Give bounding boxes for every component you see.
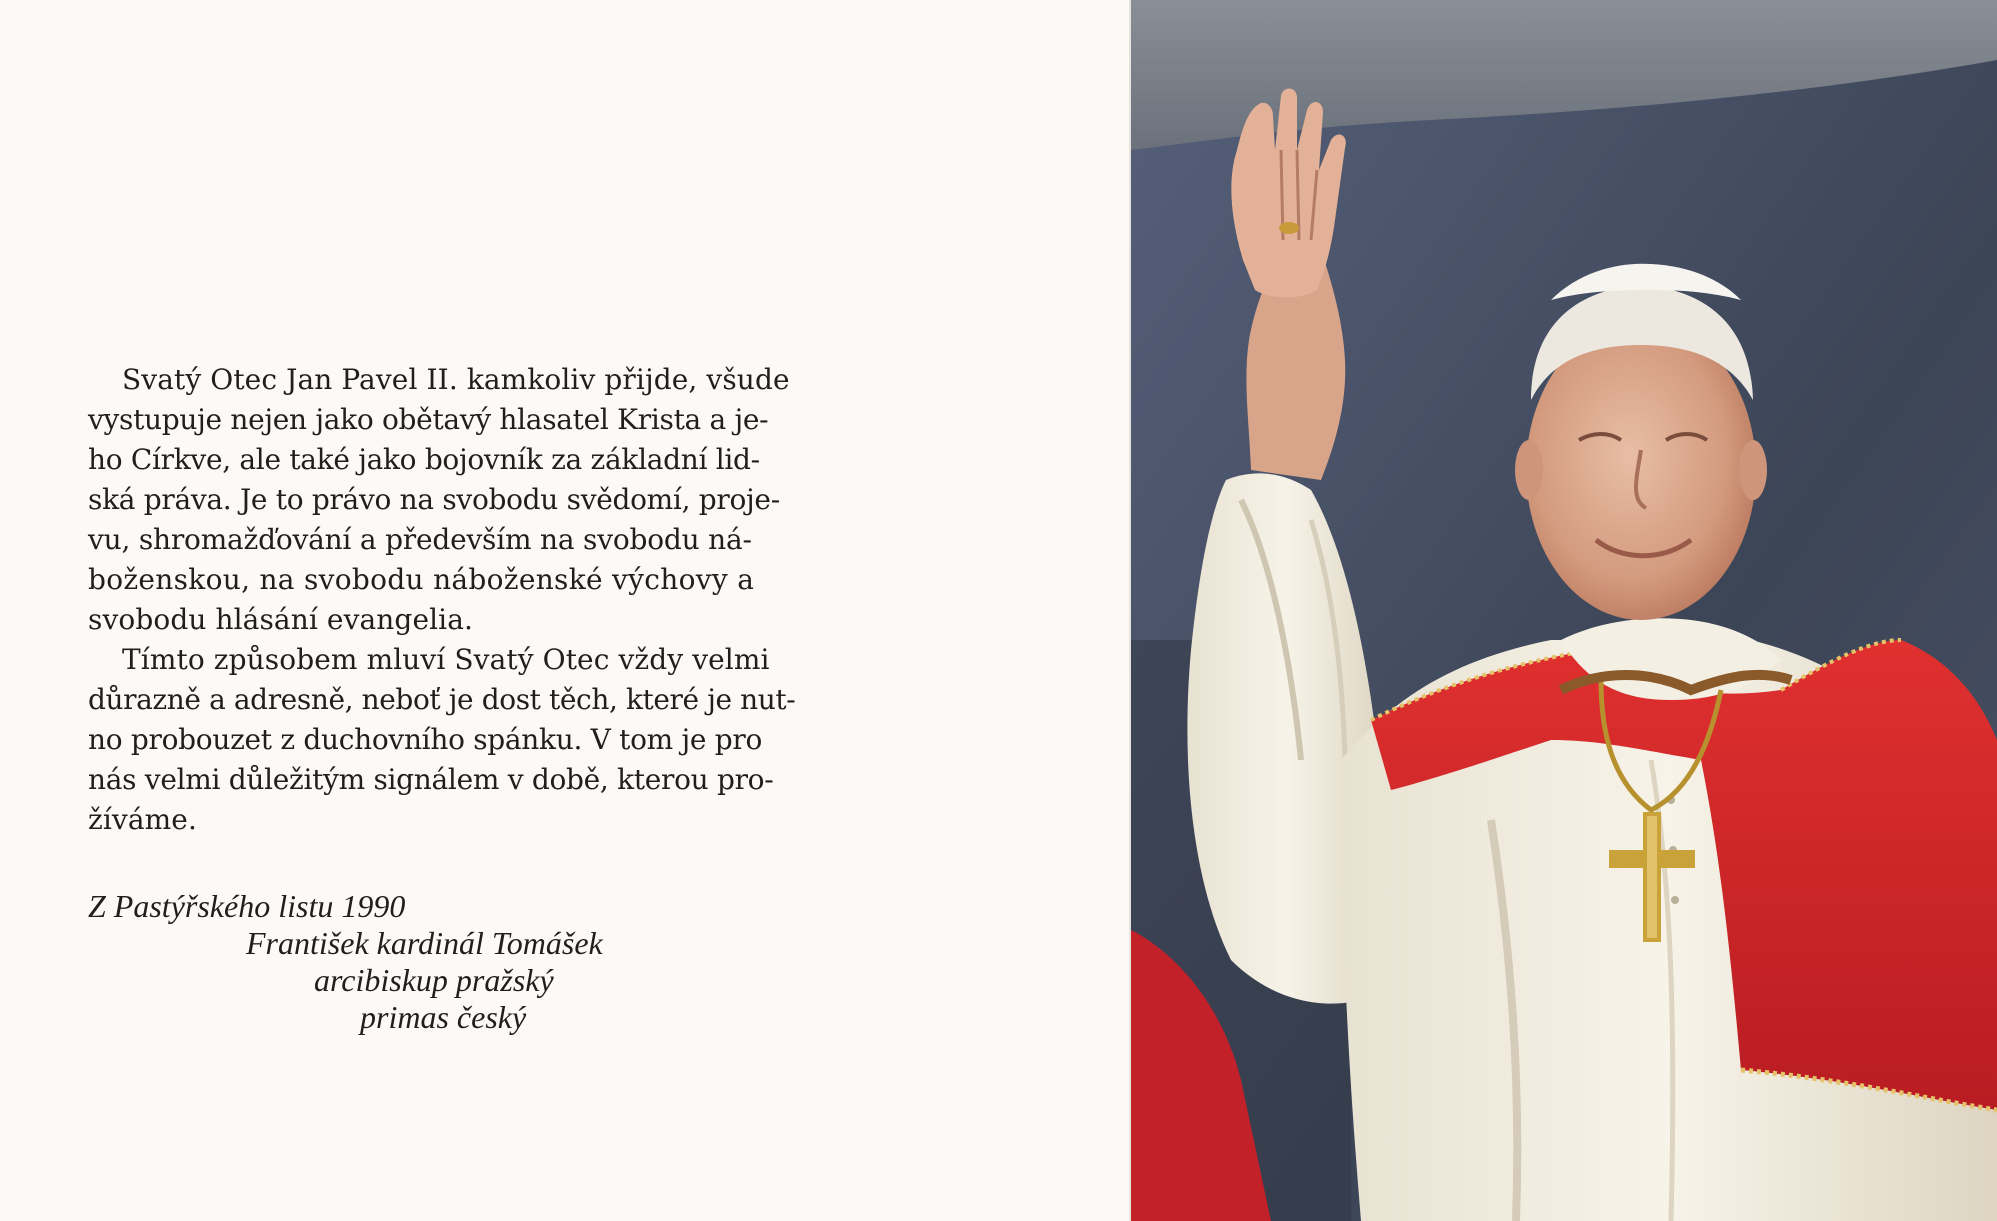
- text-line: žíváme.: [88, 803, 197, 836]
- portrait-illustration: [1131, 0, 1997, 1221]
- paragraph-1: [88, 360, 848, 640]
- ring-icon: [1279, 222, 1299, 234]
- ear: [1515, 440, 1543, 500]
- text-line: nás velmi důležitým signálem v době, kterou pro-: [88, 763, 774, 796]
- text-line: ská práva. Je to právo na svobodu svědomí, proje-: [88, 483, 780, 516]
- text-line: Tímto způsobem mluví Svatý Otec vždy velmi: [122, 643, 770, 676]
- text-line: Svatý Otec Jan Pavel II. kamkoliv přijde, všude: [122, 363, 790, 396]
- ear: [1739, 440, 1767, 500]
- text-line: vystupuje nejen jako obětavý hlasatel Krista a je-: [88, 403, 769, 436]
- signature-block: [88, 888, 848, 1036]
- portrait-photo: [1131, 0, 1997, 1221]
- text-line: boženskou, na svobodu náboženské výchovy a: [88, 563, 755, 596]
- paragraph-2: [88, 640, 848, 840]
- signature-title: arcibiskup pražský: [314, 962, 554, 998]
- signature-source: Z Pastýřského listu 1990: [88, 888, 406, 924]
- text-line: no probouzet z duchovního spánku. V tom je pro: [88, 723, 763, 756]
- text-line: svobodu hlásání evangelia.: [88, 603, 474, 636]
- button-icon: [1671, 896, 1679, 904]
- text-line: důrazně a adresně, neboť je dost těch, které je nut-: [88, 683, 796, 716]
- signature-title: primas český: [360, 999, 527, 1035]
- text-line: vu, shromažďování a především na svobodu ná-: [88, 523, 752, 556]
- signature-name: František kardinál Tomášek: [246, 925, 603, 961]
- letter-text: [88, 360, 848, 840]
- text-line: ho Církve, ale také jako bojovník za základní lid-: [88, 443, 760, 476]
